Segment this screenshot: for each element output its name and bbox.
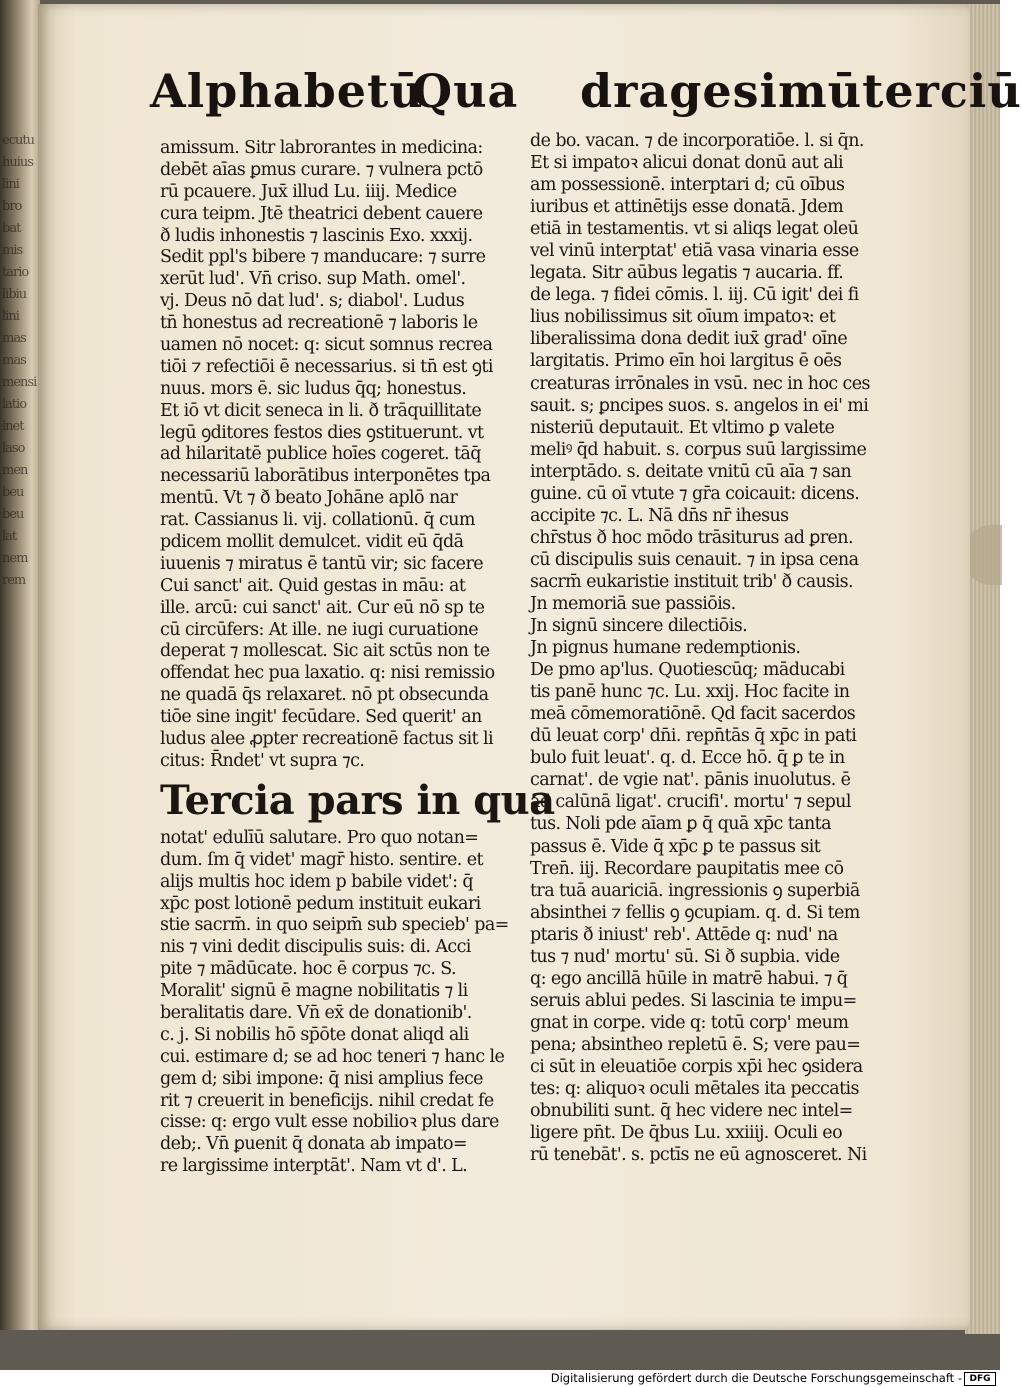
text-line: chr̄stus ð hoc mōdo trāsiturus ad ꝑren. [530, 527, 853, 548]
text-line: cui. estimare d; se ad hoc teneri ⁊ hanc le [160, 1046, 505, 1067]
text-line: ð ludis inhonestis ⁊ lascinis Exo. xxxij. [160, 225, 473, 246]
text-line: etiā in testamentis. vt si aliqs legat oleū [530, 219, 859, 240]
text-line: cū circūfers: At ille. ne iugi curuatione [160, 619, 479, 640]
text-line: absinthei ⁊ fellis ꝯ ꝯcupiam. q. d. Si tem [530, 902, 860, 923]
text-line: seruis ablui pedes. Si lascinia te impu= [530, 990, 857, 1011]
text-line: ligere pn̄t. De q̄bus Lu. xxiiij. Oculi eo [530, 1123, 843, 1144]
text-line: Jn pignus humane redemptionis. [530, 638, 801, 659]
text-line: ci sūt in eleuatiōe corpis xp̄i hec ꝯsidera [530, 1056, 863, 1077]
text-line: liberalissima dona dedit iux̄ grad' oīne [530, 329, 848, 350]
text-line: tn̄ honestus ad recreationē ⁊ laboris le [160, 313, 478, 334]
text-line: carnat'. de vgie nat'. pānis inuolutus. ē [530, 770, 851, 791]
header-word-1: Alphabetū [150, 64, 424, 118]
text-line: uamen nō nocet: q: sicut somnus recrea [160, 335, 493, 356]
text-line: ludus alee ꝓpter recreationē factus sit li [160, 729, 494, 750]
text-line: tra tuā auariciā. ingressionis ꝯ superbiā [530, 880, 860, 901]
section-heading: Tercia pars in qua [160, 776, 555, 824]
text-line: ne quadā q̄s relaxaret. nō pt obsecunda [160, 685, 489, 706]
text-line: pena; absintheo repletū ē. S; vere pau= [530, 1034, 861, 1055]
text-line: stie sacrm̄. in quo seipm̄ sub specieb' pa= [160, 915, 509, 936]
text-line: rū tenebāt'. s. pctīs ne eū agnosceret. Ni [530, 1145, 867, 1166]
text-line: re largissime interptāt'. Nam vt d'. L. [160, 1156, 468, 1177]
text-line: nisteriū deputauit. Et vltimo ꝑ valete [530, 417, 835, 438]
text-line: lius nobilissimus sit oīum impatoꝛ: et [530, 307, 836, 328]
text-line: dum. ſm q̄ videt' magr̄ histo. sentire. et [160, 849, 483, 870]
text-line: xp̄c post lotionē pedum instituit eukari [160, 893, 481, 914]
text-line: pdicem mollit demulcet. vidit eū q̄dā [160, 532, 464, 553]
running-header [150, 64, 1022, 134]
text-line: Et iō vt dicit seneca in li. ð trāquillitate [160, 400, 482, 421]
facing-page-edge [0, 0, 40, 1330]
text-line: legū ꝯditores festos dies ꝯstituerunt. vt [160, 422, 484, 443]
text-line: gnat in corpe. vide q: totū corp' meum [530, 1012, 849, 1033]
text-line: Jn memoriā sue passiōis. [530, 593, 736, 614]
text-line: dū leuat corp' dn̄i. repn̄tās q̄ xp̄c in pati [530, 726, 857, 747]
text-line: tiōi ⁊ refectiōi ē necessarius. si tn̄ est ꝯti [160, 356, 493, 377]
text-line: debēt aīas ꝑmus curare. ⁊ vulnera pctō [160, 159, 483, 180]
text-line: cū discipulis suis cenauit. ⁊ in ipsa cena [530, 549, 859, 570]
text-line: tus. Noli pde aīam ꝑ q̄ quā xp̄c tanta [530, 814, 831, 835]
text-line: meā cōmemoratiōnē. Qd facit sacerdos [530, 704, 856, 725]
text-line: passus ē. Vide q̄ xp̄c ꝑ te passus sit [530, 836, 821, 857]
text-line: tiōe sine ingit' fecūdare. Sed querit' an [160, 707, 482, 728]
text-line: sauit. s; ꝑncipes suos. s. angelos in ei' mi [530, 395, 869, 416]
facing-page-text-fragment: ecutu huius lini bro bat mis tario libiu lini mas mas mensi latio inet laso men beu beu lat nem rem [2, 133, 37, 588]
text-line: De pmo ap'lus. Quotiescūq; māducabi [530, 660, 845, 681]
text-line: amissum. Sitr labrorantes in medicina: [160, 138, 483, 158]
text-line: iuribus et attinētijs esse donatā. Jdem [530, 197, 844, 218]
text-line: obnubiliti sunt. q̄ hec videre nec intel= [530, 1101, 853, 1122]
text-line: meliꝰ q̄d habuit. s. corpus suū largissime [530, 439, 867, 460]
right-text-column [530, 130, 875, 1166]
text-line: alijs multis hoc idem p babile videt': q̄ [160, 871, 473, 892]
text-line: Cui sanct' ait. Quid gestas in māu: at [160, 575, 466, 596]
text-line: sacrm̄ eukaristie instituit trib' ð causis. [530, 571, 853, 592]
text-line: accipite ⁊c. L. Nā dn̄s nr̄ ihesus [530, 505, 789, 526]
footer-credit-text: Digitalisierung gefördert durch die Deutsche Forschungsgemeinschaft - [550, 1371, 962, 1385]
text-line: Tren̄. iij. Recordare paupitatis mee cō [530, 858, 844, 879]
text-line: rat. Cassianus li. vij. collationū. q̄ cum [160, 510, 475, 531]
text-line: am possessionē. interptari d; cū oībus [530, 175, 845, 196]
text-line: tus ⁊ nud' mortu' sū. Si ð supbia. vide [530, 946, 840, 967]
text-line: tes: q: aliquoꝛ oculi mētales ita peccatis [530, 1079, 859, 1100]
text-line: Sedit ppl's bibere ⁊ manducare: ⁊ surre [160, 247, 486, 268]
text-line: de bo. vacan. ⁊ de incorporatiōe. l. si q̄n. [530, 131, 864, 151]
text-line: creaturas irrōnales in vsū. nec in hoc ces [530, 373, 870, 394]
header-word-3: dragesimūterciū [580, 64, 1022, 118]
text-line: legata. Sitr aūbus legatis ⁊ aucaria. ff. [530, 263, 844, 284]
text-line: Et si impatoꝛ alicui donat donū aut ali [530, 153, 844, 174]
dfg-logo: DFG [964, 1372, 996, 1386]
left-column-paragraph [160, 138, 505, 773]
left-text-column [160, 138, 555, 1178]
text-line: de lega. ⁊ fidei cōmis. l. iij. Cū igit' dei fi [530, 285, 859, 306]
text-line: rū pcauere. Jux̄ illud Lu. iiij. Medice [160, 181, 457, 202]
text-line: ad hilaritatē publice hoīes cogeret. tāq̄ [160, 444, 481, 465]
text-line: guine. cū oī vtute ⁊ gr̄a coicauit: dicens. [530, 483, 860, 504]
text-line: xerūt lud'. Vn̄ criso. sup Math. omel'. [160, 269, 466, 290]
text-line: beralitatis dare. Vn̄ ex̄ de donationib'. [160, 1002, 472, 1023]
book-page-edges [965, 4, 1000, 1334]
text-line: vel vinū interptat' etiā vasa vinaria esse [530, 241, 859, 262]
text-line: ad calūnā ligat'. crucifi'. mortu' ⁊ sepul [530, 792, 851, 813]
text-line: largitatis. Primo eīn hoi largitus ē oēs [530, 351, 842, 372]
text-line: cisse: q: ergo vult esse nobilioꝛ plus dare [160, 1112, 499, 1133]
text-line: iuuenis ⁊ miratus ē tantū vir; sic facere [160, 553, 483, 574]
text-line: nuus. mors ē. sic ludus q̄q; honestus. [160, 378, 467, 399]
text-line: bulo fuit leuat'. q. d. Ecce hō. q̄ ꝑ te in [530, 748, 845, 769]
text-line: ptaris ð iniust' reb'. Attēde q: nud' na [530, 924, 838, 945]
text-line: rit ⁊ creuerit in beneficijs. nihil credat fe [160, 1090, 494, 1111]
text-line: vj. Deus nō dat lud'. s; diabol'. Ludus [160, 291, 465, 312]
text-line: deperat ⁊ mollescat. Sic ait sctūs non te [160, 641, 490, 662]
text-line: citus: R̄ndet' vt supra ⁊c. [160, 750, 365, 771]
text-line: c. j. Si nobilis hō sp̄ōte donat aliqd ali [160, 1024, 469, 1045]
text-line: ille. arcū: cui sanct' ait. Cur eū nō sp te [160, 597, 485, 618]
text-line: cura teipm. Jtē theatrici debent cauere [160, 203, 483, 224]
text-line: gem d; sibi impone: q̄ nisi amplius fece [160, 1068, 483, 1089]
text-line: interptādo. s. deitate vnitū cū aīa ⁊ san [530, 461, 852, 482]
header-word-2: Qua [412, 64, 519, 118]
digitization-footer [0, 1370, 1000, 1387]
text-line: nis ⁊ vini dedit discipulis suis: di. Acci [160, 937, 471, 958]
text-line: q: ego ancillā hūile in matrē habui. ⁊ q̄ [530, 968, 848, 989]
text-line: Jn signū sincere dilectiōis. [530, 616, 748, 637]
text-line: mentū. Vt ⁊ ð beato Johāne aplō nar [160, 488, 458, 509]
text-line: necessariū laborātibus interponētes tpa [160, 466, 491, 487]
text-line: pite ⁊ mādūcate. hoc ē corpus ⁊c. S. [160, 959, 457, 980]
text-line: offendat hec pua laxatio. q: nisi remissio [160, 663, 495, 684]
left-column-paragraph-after-heading [160, 827, 509, 1178]
text-line: deb;. Vn̄ ꝑuenit q̄ donata ab impato= [160, 1134, 467, 1155]
text-line: tis panē hunc ⁊c. Lu. xxij. Hoc facite in [530, 682, 850, 703]
text-line: notat' edulīū salutare. Pro quo notan= [160, 827, 479, 848]
text-line: Moralit' signū ē magne nobilitatis ⁊ li [160, 981, 468, 1002]
